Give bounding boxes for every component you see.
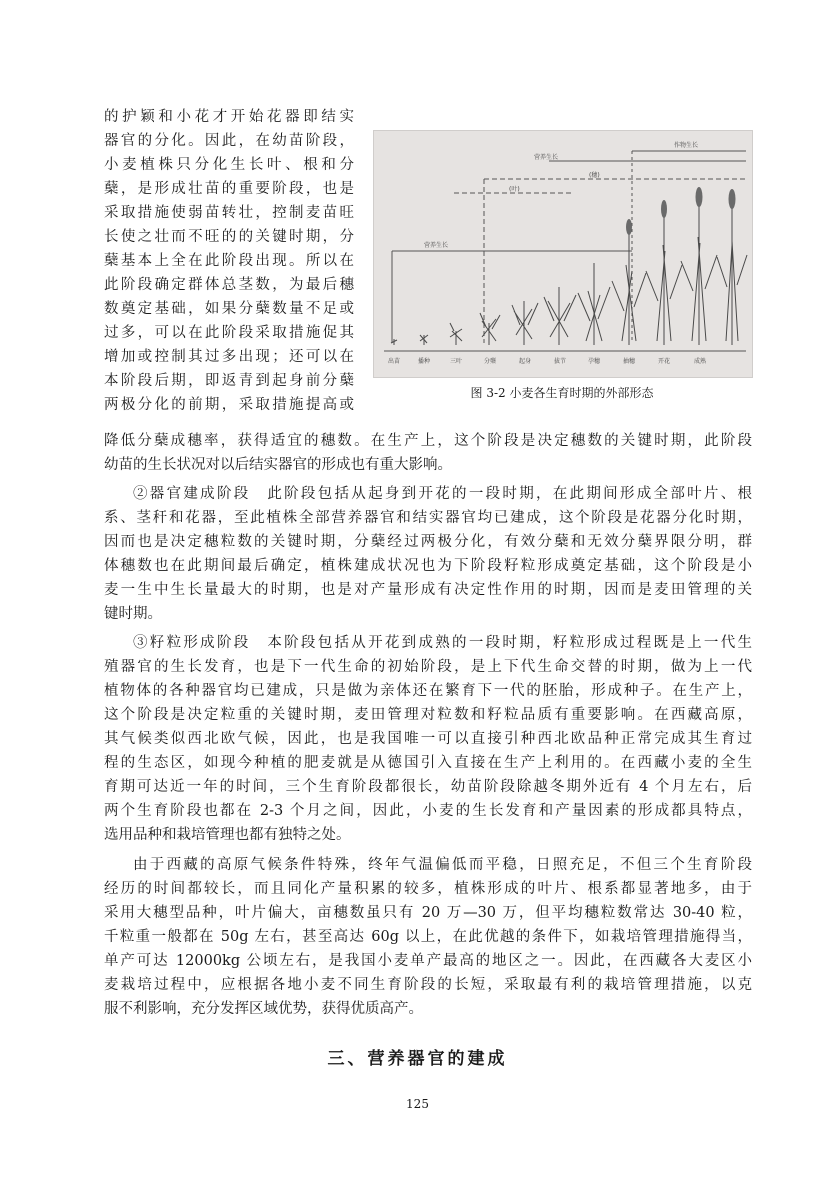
text-line: 增加或控制其过多出现；还可以在 xyxy=(104,349,354,365)
paragraph-start: ②器官建成阶段 此阶段包括从起身到开花的一段时期，在此期间形成全部叶片、根 xyxy=(133,486,752,502)
stage-label: 营养生长 xyxy=(424,242,449,249)
text-line: 系、茎秆和花器，至此植株全部营养器官和结实器官均已建成，这个阶段是花器分化时期， xyxy=(104,510,752,526)
stage-label: (穗) xyxy=(589,172,600,179)
text-line: 因而也是决定穗粒数的关键时期，分蘖经过两极分化，有效分蘖和无效分蘖界限分明，群 xyxy=(104,534,752,550)
text-line: 幼苗的生长状况对以后结实器官的形成也有重大影响。 xyxy=(104,457,452,473)
text-line: 过多，可以在此阶段采取措施促其 xyxy=(104,325,354,341)
text-line: 两个生育阶段也都在 2-3 个月之间，因此，小麦的生长发育和产量因素的形成都具特点， xyxy=(104,803,752,819)
period-label: 开花 xyxy=(658,358,671,365)
text-line: 器官的分化。因此，在幼苗阶段， xyxy=(104,133,354,149)
text-line: 长使之壮而不旺的的关键时期，分 xyxy=(104,229,354,245)
text-line: 两极分化的前期，采取措施提高或 xyxy=(104,397,354,413)
period-label: 三叶 xyxy=(450,358,463,365)
text-line: 选用品种和栽培管理也都有独特之处。 xyxy=(104,827,351,843)
text-line: 本阶段后期，即返青到起身前分蘖 xyxy=(104,373,354,389)
page-number: 125 xyxy=(406,1097,429,1111)
text-line: 千粒重一般都在 50g 左右，甚至高达 60g 以上，在此优越的条件下，如栽培管理措施得当， xyxy=(104,929,752,945)
paragraph-start: ③籽粒形成阶段 本阶段包括从开花到成熟的一段时期，籽粒形成过程既是上一代生 xyxy=(133,635,752,651)
text-line: 蘖基本上全在此阶段出现。所以在 xyxy=(104,253,354,269)
text-line: 麦栽培过程中，应根据各地小麦不同生育阶段的长短，采取最有利的栽培管理措施，以克 xyxy=(104,977,752,993)
text-line: 育期可达近一年的时间，三个生育阶段都很长，幼苗阶段除越冬期外近有 4 个月左右，后 xyxy=(104,779,752,795)
text-line: 单产可达 12000kg 公顷左右，是我国小麦单产最高的地区之一。因此，在西藏各大麦区小 xyxy=(104,953,752,969)
text-line: 这个阶段是决定粒重的关键时期，麦田管理对粒数和籽粒品质有重要影响。在西藏高原， xyxy=(104,707,752,723)
text-line: 其气候类似西北欧气候，因此，也是我国唯一可以直接引种西北欧品种正常完成其生育过 xyxy=(104,731,752,747)
section-heading: 三、营养器官的建成 xyxy=(327,1049,508,1069)
period-label: 起身 xyxy=(519,358,532,365)
text-line: 服不利影响，充分发挥区域优势，获得优质高产。 xyxy=(104,1001,423,1017)
text-line: 经历的时间都较长，而且同化产量积累的较多，植株形成的叶片、根系都显著地多，由于 xyxy=(104,881,752,897)
period-label: 播种 xyxy=(418,358,431,365)
text-line: 键时期。 xyxy=(104,606,162,622)
stage-label: 作物生长 xyxy=(674,142,699,149)
period-label: 成熟 xyxy=(694,358,707,365)
wheat-growth-stages-illustration xyxy=(374,131,752,377)
text-line: 此阶段确定群体总茎数，为最后穗 xyxy=(104,277,354,293)
period-label: 抽穗 xyxy=(623,358,636,365)
text-line: 植物体的各种器官均已建成，只是做为亲体还在繁育下一代的胚胎，形成种子。在生产上， xyxy=(104,683,752,699)
text-line: 数奠定基础，如果分蘖数量不足或 xyxy=(104,301,354,317)
period-label: 分蘖 xyxy=(484,358,497,365)
stage-label: 营养生长 xyxy=(534,154,559,161)
text-line: 的护颖和小花才开始花器即结实 xyxy=(104,109,354,125)
period-label: 孕穗 xyxy=(588,358,601,365)
text-line: 采用大穗型品种，叶片偏大，亩穗数虽只有 20 万—30 万，但平均穗粒数常达 30-40 粒， xyxy=(104,905,752,921)
stage-label: (叶) xyxy=(509,186,520,193)
period-label: 拔节 xyxy=(554,358,567,365)
wheel-growth-figure xyxy=(373,130,753,378)
text-line: 殖器官的生长发育，也是下一代生命的初始阶段，是上下代生命交替的时期，做为上一代 xyxy=(104,659,752,675)
text-line: 降低分蘖成穗率，获得适宜的穗数。在生产上，这个阶段是决定穗数的关键时期，此阶段 xyxy=(104,433,752,449)
text-line: 蘖，是形成壮苗的重要阶段，也是 xyxy=(104,181,354,197)
text-line: 体穗数也在此期间最后确定，植株建成状况也为下阶段籽粒形成奠定基础，这个阶段是小 xyxy=(104,558,752,574)
text-line: 小麦植株只分化生长叶、根和分 xyxy=(104,157,354,173)
text-line: 麦一生中生长量最大的时期，也是对产量形成有决定性作用的时期，因而是麦田管理的关 xyxy=(104,582,752,598)
text-line: 程的生态区，如现今种植的肥麦就是从德国引入直接在生产上利用的。在西藏小麦的全生 xyxy=(104,755,752,771)
paragraph-start: 由于西藏的高原气候条件特殊，终年气温偏低而平稳，日照充足，不但三个生育阶段 xyxy=(133,857,752,873)
text-line: 采取措施使弱苗转壮，控制麦苗旺 xyxy=(104,205,354,221)
period-label: 出苗 xyxy=(388,358,401,365)
figure-caption: 图 3-2 小麦各生育时期的外部形态 xyxy=(470,386,654,400)
